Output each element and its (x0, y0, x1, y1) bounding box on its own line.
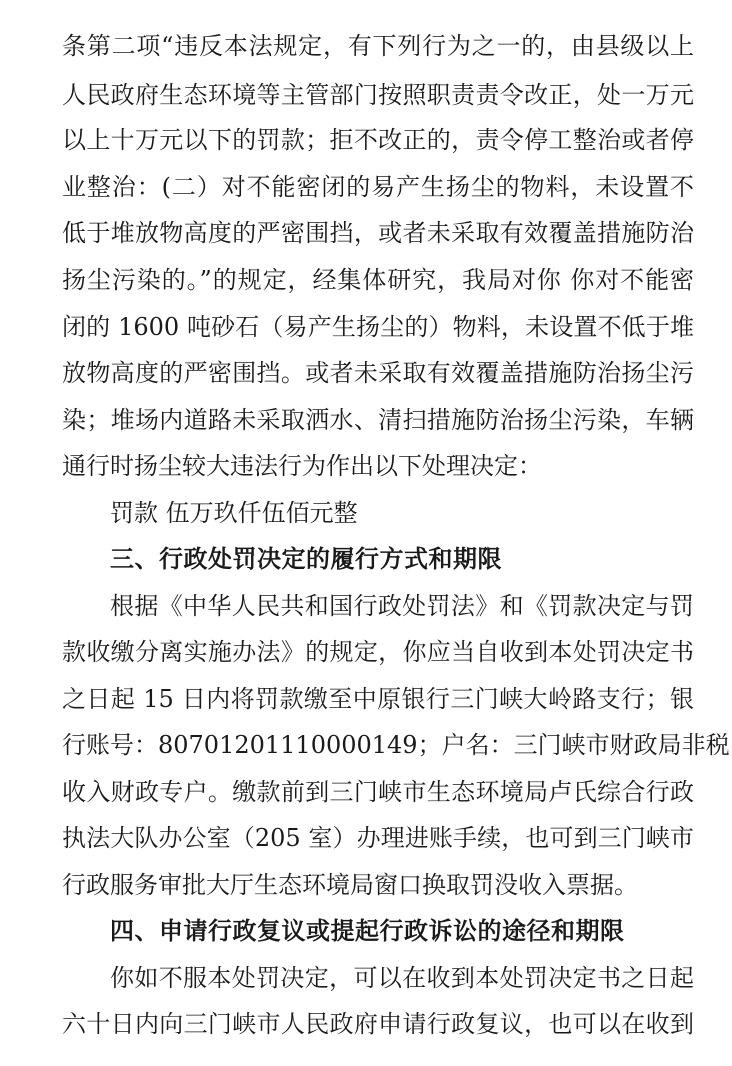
body-line: 根据《中华人民共和国行政处罚法》和《罚款决定与罚 (110, 592, 694, 620)
body-line: 放物高度的严密围挡。或者未采取有效覆盖措施防治扬尘污 (62, 359, 694, 387)
body-line: 通行时扬尘较大违法行为作出以下处理决定： (62, 452, 542, 480)
body-line: 低于堆放物高度的严密围挡，或者未采取有效覆盖措施防治 (62, 219, 694, 247)
body-line: 你如不服本处罚决定，可以在收到本处罚决定书之日起 (110, 964, 694, 992)
body-line: 扬尘污染的。”的规定，经集体研究，我局对你 你对不能密 (62, 266, 694, 294)
body-line: 款收缴分离实施办法》的规定，你应当自收到本处罚决定书 (62, 638, 694, 666)
body-line: 收入财政专户。缴款前到三门峡市生态环境局卢氏综合行政 (62, 778, 694, 806)
body-line: 以上十万元以下的罚款；拒不改正的，责令停工整治或者停 (62, 126, 694, 154)
body-line: 六十日内向三门峡市人民政府申请行政复议，也可以在收到 (62, 1010, 694, 1038)
body-line: 执法大队办公室（205 室）办理进账手续，也可到三门峡市 (62, 824, 694, 852)
section-heading-3: 三、行政处罚决定的履行方式和期限 (110, 545, 502, 573)
body-line: 行账号：80701201110000149；户名：三门峡市财政局非税 (62, 731, 730, 759)
body-line: 业整治：(二）对不能密闭的易产生扬尘的物料，未设置不 (62, 173, 694, 201)
body-line: 染；堆场内道路未采取洒水、清扫措施防治扬尘污染，车辆 (62, 406, 694, 434)
penalty-line: 罚款 伍万玖仟伍佰元整 (110, 499, 358, 527)
body-line: 闭的 1600 吨砂石（易产生扬尘的）物料，未设置不低于堆 (62, 313, 694, 341)
body-line: 行政服务审批大厅生态环境局窗口换取罚没收入票据。 (62, 871, 638, 899)
body-line: 条第二项“违反本法规定，有下列行为之一的，由县级以上 (62, 32, 694, 60)
body-line: 人民政府生态环境等主管部门按照职责责令改正，处一万元 (62, 81, 694, 109)
body-line: 之日起 15 日内将罚款缴至中原银行三门峡大岭路支行；银 (62, 685, 694, 713)
section-heading-4: 四、申请行政复议或提起行政诉讼的途径和期限 (110, 917, 625, 945)
